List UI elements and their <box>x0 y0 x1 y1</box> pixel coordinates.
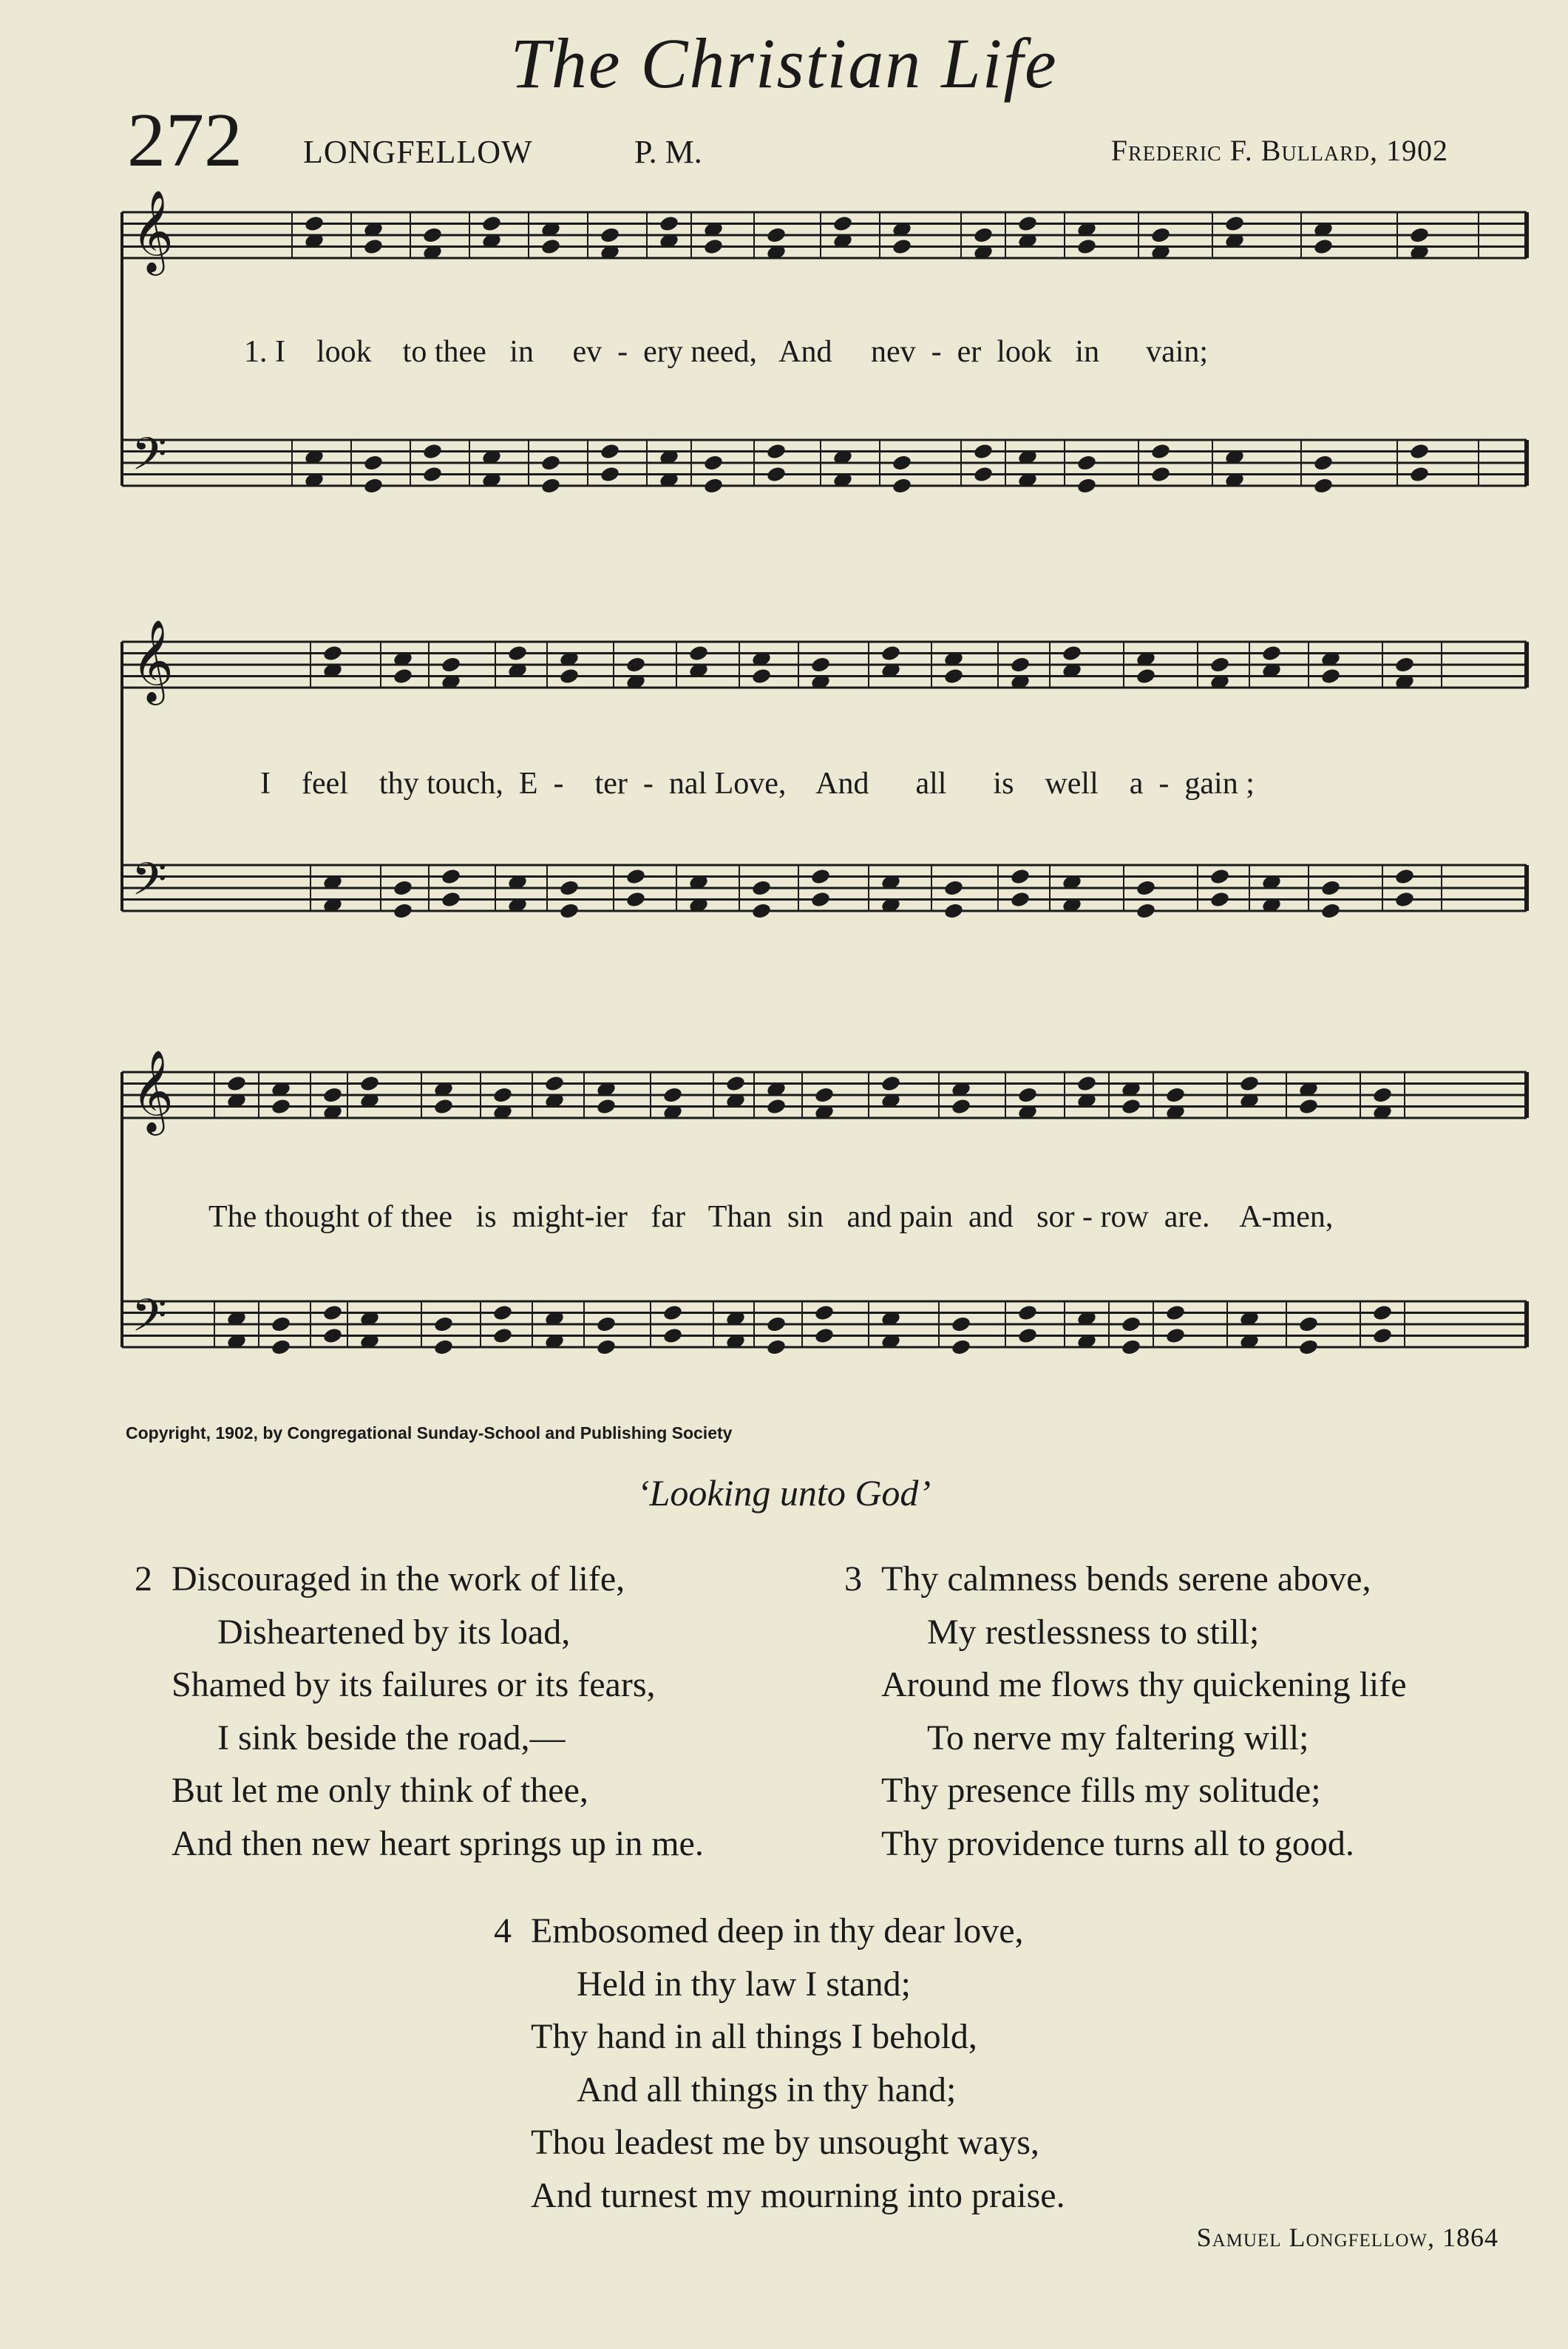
note-head <box>1313 477 1334 495</box>
note-head <box>596 1338 617 1356</box>
note-head <box>1076 1074 1097 1092</box>
note-head <box>832 214 853 232</box>
note-head <box>322 1086 343 1104</box>
note-head <box>1320 879 1341 897</box>
note-head <box>1394 867 1415 885</box>
note-head <box>492 1086 513 1104</box>
note-head <box>422 226 443 244</box>
note-head <box>943 879 964 897</box>
note-head <box>766 1097 787 1115</box>
note-head <box>892 454 912 472</box>
note-head <box>540 454 561 472</box>
note-head <box>662 1086 683 1104</box>
note-head <box>625 890 646 908</box>
note-head <box>766 465 787 483</box>
stanza-line: Around me flows thy quickening life <box>881 1665 1407 1704</box>
composer-credit: Frederic F. Bullard, 1902 <box>1110 134 1448 167</box>
note-head <box>600 465 620 483</box>
note-head <box>393 902 413 920</box>
lyric-line-2: I feel thy touch, E - ter - nal Love, And all is well a - gain ; <box>260 767 1255 801</box>
note-head <box>1313 454 1334 472</box>
note-head <box>481 214 502 232</box>
note-head <box>433 1097 454 1115</box>
note-head <box>1409 442 1430 460</box>
stanza-line: Thy calmness bends serene above, <box>881 1559 1371 1599</box>
note-head <box>1017 214 1038 232</box>
stanza-line: And all things in thy hand; <box>577 2070 957 2109</box>
note-head <box>1136 902 1156 920</box>
note-head <box>600 226 620 244</box>
note-head <box>814 1086 835 1104</box>
note-head <box>880 1074 901 1092</box>
treble-clef: 𝄞 <box>132 189 174 272</box>
note-head <box>1298 1097 1319 1115</box>
stanza-line: Thy presence fills my solitude; <box>881 1771 1321 1810</box>
note-head <box>703 477 724 495</box>
note-head <box>441 890 461 908</box>
note-head <box>1409 465 1430 483</box>
note-head <box>1372 1326 1393 1344</box>
note-head <box>441 656 461 674</box>
stanza-4 <box>494 1905 1065 2222</box>
note-head <box>441 867 461 885</box>
note-head <box>271 1315 291 1333</box>
note-head <box>810 867 831 885</box>
note-head <box>1136 667 1156 685</box>
note-head <box>1313 237 1334 255</box>
stanza-line: Shamed by its failures or its fears, <box>172 1665 656 1704</box>
stanza-line: But let me only think of thee, <box>172 1771 588 1810</box>
note-head <box>1076 237 1097 255</box>
note-head <box>766 1315 787 1333</box>
note-head <box>1165 1326 1186 1344</box>
note-head <box>1010 890 1031 908</box>
note-head <box>951 1097 971 1115</box>
note-head <box>943 902 964 920</box>
note-head <box>1372 1304 1393 1321</box>
note-head <box>659 214 679 232</box>
note-head <box>1320 667 1341 685</box>
stanza-line: And then new heart springs up in me. <box>172 1823 704 1863</box>
note-head <box>1076 454 1097 472</box>
note-head <box>1320 902 1341 920</box>
stanza-line: Thy providence turns all to good. <box>881 1823 1354 1863</box>
note-head <box>393 879 413 897</box>
note-head <box>725 1074 746 1092</box>
note-head <box>226 1074 247 1092</box>
note-head <box>540 237 561 255</box>
note-head <box>1010 656 1031 674</box>
stanza-line: Thy hand in all things I behold, <box>531 2017 977 2056</box>
note-head <box>559 902 580 920</box>
note-head <box>1394 890 1415 908</box>
note-head <box>703 237 724 255</box>
note-head <box>662 1326 683 1344</box>
note-head <box>810 656 831 674</box>
stanza-number: 4 <box>494 1911 512 1950</box>
note-head <box>1165 1086 1186 1104</box>
note-head <box>1409 226 1430 244</box>
stanza-line: Embosomed deep in thy dear love, <box>531 1911 1024 1950</box>
note-head <box>766 1338 787 1356</box>
note-head <box>1165 1304 1186 1321</box>
note-head <box>1209 656 1230 674</box>
note-head <box>766 442 787 460</box>
lyric-line-3: The thought of thee is might-ier far Than sin and pain and sor - row are. A-men, <box>208 1200 1334 1234</box>
note-head <box>359 1074 380 1092</box>
note-head <box>1372 1086 1393 1104</box>
stanza-number: 2 <box>135 1559 152 1599</box>
note-head <box>766 226 787 244</box>
note-head <box>363 454 384 472</box>
note-head <box>600 442 620 460</box>
note-head <box>1121 1097 1141 1115</box>
note-head <box>951 1338 971 1356</box>
note-head <box>625 867 646 885</box>
stanza-line: Discouraged in the work of life, <box>172 1559 625 1599</box>
note-head <box>559 667 580 685</box>
note-head <box>1121 1315 1141 1333</box>
note-head <box>751 879 772 897</box>
author-credit: Samuel Longfellow, 1864 <box>1196 2223 1499 2252</box>
note-head <box>751 667 772 685</box>
note-head <box>492 1304 513 1321</box>
note-head <box>1224 214 1245 232</box>
note-head <box>1298 1338 1319 1356</box>
note-head <box>892 477 912 495</box>
note-head <box>393 667 413 685</box>
note-head <box>559 879 580 897</box>
note-head <box>596 1097 617 1115</box>
note-head <box>304 214 325 232</box>
note-head <box>1010 867 1031 885</box>
bass-clef: 𝄢 <box>132 428 167 492</box>
note-head <box>973 465 994 483</box>
note-head <box>1062 644 1082 662</box>
note-head <box>363 237 384 255</box>
tune-name: LONGFELLOW <box>303 134 533 170</box>
stanza-line: I sink beside the road,— <box>217 1718 566 1757</box>
note-head <box>1150 226 1171 244</box>
note-head <box>810 890 831 908</box>
note-head <box>322 1326 343 1344</box>
note-head <box>433 1338 454 1356</box>
note-head <box>814 1326 835 1344</box>
note-head <box>271 1097 291 1115</box>
stanza-3 <box>844 1553 1407 1870</box>
note-head <box>1017 1086 1038 1104</box>
note-head <box>703 454 724 472</box>
note-head <box>1121 1338 1141 1356</box>
note-head <box>1150 442 1171 460</box>
note-head <box>1209 867 1230 885</box>
note-head <box>1394 656 1415 674</box>
tune-meter: P. M. <box>634 134 702 170</box>
note-head <box>422 465 443 483</box>
stanza-line: And turnest my mourning into praise. <box>531 2175 1065 2215</box>
note-head <box>1298 1315 1319 1333</box>
note-head <box>596 1315 617 1333</box>
note-head <box>507 644 528 662</box>
note-head <box>943 667 964 685</box>
stanza-line: My restlessness to still; <box>927 1612 1260 1652</box>
poem-subtitle: ‘Looking unto God’ <box>637 1472 931 1514</box>
note-head <box>625 656 646 674</box>
bass-clef: 𝄢 <box>132 853 167 917</box>
note-head <box>322 644 343 662</box>
lyric-line-1: 1. I look to thee in ev - ery need, And nev - er look in vain; <box>244 335 1209 369</box>
note-head <box>973 442 994 460</box>
note-head <box>1136 879 1156 897</box>
bass-clef: 𝄢 <box>132 1289 167 1353</box>
note-head <box>1239 1074 1260 1092</box>
note-head <box>1261 644 1282 662</box>
running-head: The Christian Life <box>510 24 1058 103</box>
copyright-notice: Copyright, 1902, by Congregational Sunday-School and Publishing Society <box>126 1423 733 1443</box>
note-head <box>271 1338 291 1356</box>
note-head <box>433 1315 454 1333</box>
note-head <box>492 1326 513 1344</box>
note-head <box>1209 890 1230 908</box>
note-head <box>814 1304 835 1321</box>
stanza-line: Held in thy law I stand; <box>577 1964 911 2004</box>
treble-clef: 𝄞 <box>132 1049 174 1132</box>
note-head <box>751 902 772 920</box>
note-head <box>688 644 709 662</box>
note-head <box>973 226 994 244</box>
stanza-line: Thou leadest me by unsought ways, <box>531 2123 1039 2162</box>
note-head <box>322 1304 343 1321</box>
note-head <box>363 477 384 495</box>
treble-clef: 𝄞 <box>132 619 174 702</box>
hymn-number: 272 <box>127 98 242 183</box>
stanza-2 <box>135 1553 704 1870</box>
note-head <box>892 237 912 255</box>
note-head <box>544 1074 565 1092</box>
note-head <box>1017 1304 1038 1321</box>
note-head <box>1076 477 1097 495</box>
note-head <box>540 477 561 495</box>
note-head <box>1150 465 1171 483</box>
stanza-line: Disheartened by its load, <box>217 1612 571 1652</box>
note-head <box>422 442 443 460</box>
stanza-number: 3 <box>844 1559 862 1599</box>
note-head <box>951 1315 971 1333</box>
note-head <box>880 644 901 662</box>
note-head <box>1017 1326 1038 1344</box>
note-head <box>662 1304 683 1321</box>
stanza-line: To nerve my faltering will; <box>927 1718 1309 1757</box>
